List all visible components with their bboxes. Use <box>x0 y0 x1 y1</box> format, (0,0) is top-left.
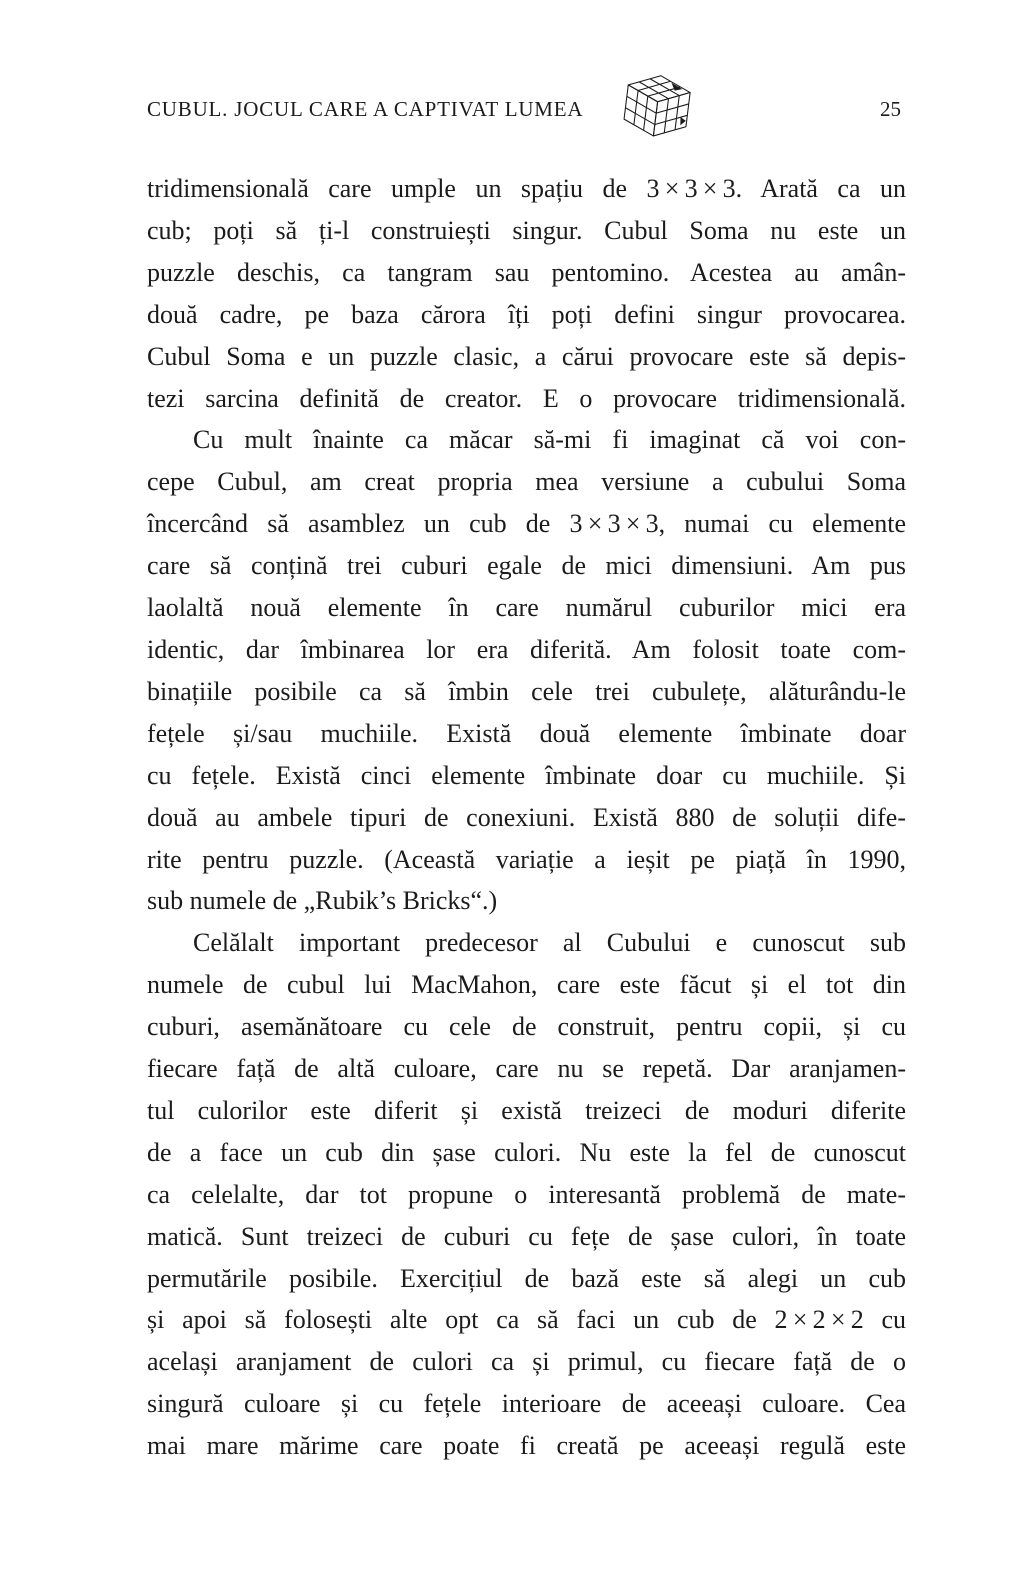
rubiks-cube-icon <box>616 64 698 146</box>
text-line: cub; poți să ți-l construiești singur. Cubul Soma nu este un <box>147 215 906 245</box>
text-line: Cu mult înainte ca măcar să-mi fi imaginat că voi con- <box>193 425 906 455</box>
text-line: tezi sarcina definită de creator. E o provocare tridimensională. <box>147 383 906 413</box>
text-line: rite pentru puzzle. (Această variație a ieșit pe piață în 1990, <box>147 844 906 874</box>
text-line: matică. Sunt treizeci de cuburi cu fețe de șase culori, în toate <box>147 1221 906 1251</box>
text-line: sub numele de „Rubik’s Bricks“.) <box>147 886 498 916</box>
text-line: de a face un cub din șase culori. Nu este la fel de cunoscut <box>147 1137 906 1167</box>
text-line: cu fețele. Există cinci elemente îmbinate doar cu muchiile. Și <box>147 760 906 790</box>
text-line: puzzle deschis, ca tangram sau pentomino. Acestea au amân- <box>147 257 906 287</box>
text-line: care să conțină trei cuburi egale de mici dimensiuni. Am pus <box>147 551 906 581</box>
text-line: mai mare mărime care poate fi creată pe aceeași regulă este <box>147 1431 906 1461</box>
text-line: și apoi să folosești alte opt ca să faci un cub de 2 × 2 × 2 cu <box>147 1305 906 1335</box>
text-line: tridimensională care umple un spațiu de 3 × 3 × 3. Arată ca un <box>147 174 906 203</box>
text-line: singură culoare și cu fețele interioare de aceeași culoare. Cea <box>147 1389 906 1419</box>
text-line: două au ambele tipuri de conexiuni. Există 880 de soluții dife- <box>147 802 906 832</box>
text-line: două cadre, pe baza cărora îți poți defini singur provocarea. <box>147 299 906 329</box>
text-line: binațiile posibile ca să îmbin cele trei cubulețe, alăturându-le <box>147 676 906 706</box>
text-line: identic, dar îmbinarea lor era diferită. Am folosit toate com- <box>147 634 906 664</box>
text-line: ca celelalte, dar tot propune o interesantă problemă de mate- <box>147 1179 906 1209</box>
text-line: Celălalt important predecesor al Cubului e cunoscut sub <box>193 928 906 958</box>
running-head-title: CUBUL. JOCUL CARE A CAPTIVAT LUMEA <box>147 97 584 121</box>
text-line: permutările posibile. Exercițiul de bază este să alegi un cub <box>147 1263 906 1293</box>
text-line: Cubul Soma e un puzzle clasic, a cărui provocare este să depis- <box>147 341 906 371</box>
text-line: fiecare față de altă culoare, care nu se repetă. Dar aranjamen- <box>147 1054 906 1084</box>
text-line: cuburi, asemănătoare cu cele de construit, pentru copii, și cu <box>147 1012 906 1042</box>
text-line: numele de cubul lui MacMahon, care este făcut și el tot din <box>147 970 906 1000</box>
text-line: tul culorilor este diferit și există treizeci de moduri diferite <box>147 1095 906 1125</box>
page-number: 25 <box>880 97 901 121</box>
text-line: fețele și/sau muchiile. Există două elemente îmbinate doar <box>147 718 906 748</box>
text-line: încercând să asamblez un cub de 3 × 3 × 3, numai cu elemente <box>147 509 906 539</box>
text-line: laolaltă nouă elemente în care numărul cuburilor mici era <box>147 593 906 623</box>
text-line: același aranjament de culori ca și primul, cu fiecare față de o <box>147 1347 906 1377</box>
text-line: cepe Cubul, am creat propria mea versiune a cubului Soma <box>147 467 906 497</box>
body-text <box>147 168 906 1467</box>
